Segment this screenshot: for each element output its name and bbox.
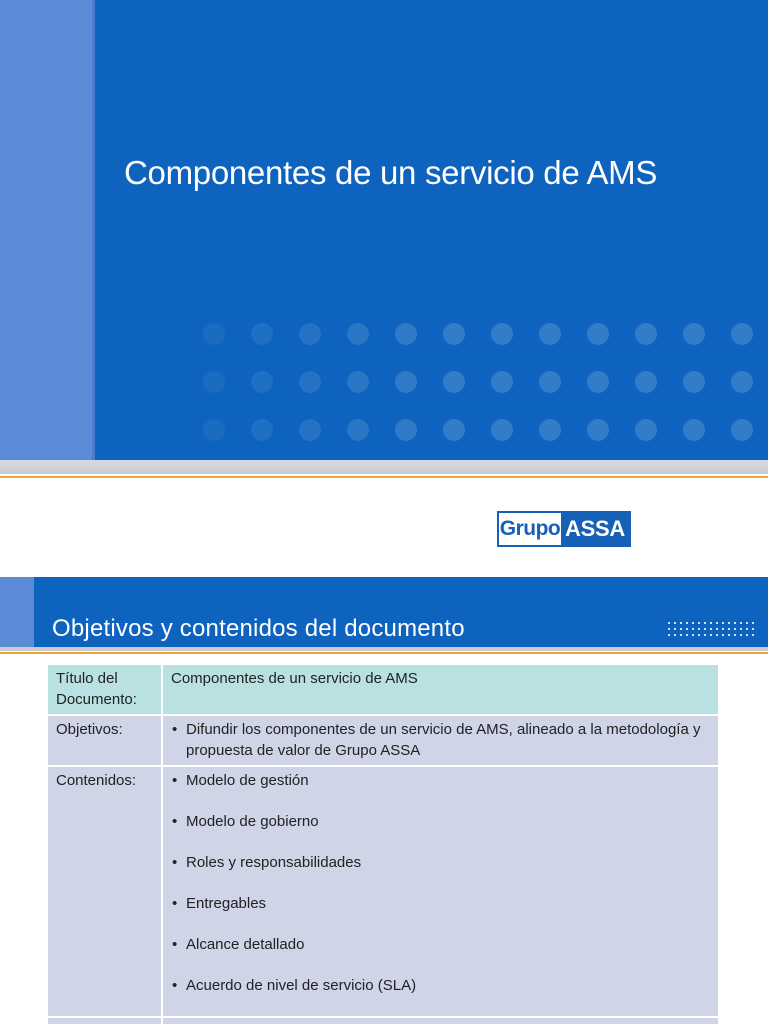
decorative-dot bbox=[710, 628, 712, 630]
decorative-dot bbox=[716, 622, 718, 624]
decorative-dot bbox=[698, 628, 700, 630]
list-item: • Modelo de gobierno bbox=[171, 811, 710, 832]
decorative-dot bbox=[704, 634, 706, 636]
title-value-cell: Componentes de un servicio de AMS bbox=[162, 664, 719, 715]
list-item: • Alcance detallado bbox=[171, 934, 710, 955]
document-info-table bbox=[46, 663, 720, 1024]
contents-label-cell: Contenidos: bbox=[47, 766, 162, 1017]
list-item: • Entregables bbox=[171, 893, 710, 914]
decorative-dot bbox=[731, 419, 753, 441]
slide-heading: Objetivos y contenidos del documento bbox=[52, 615, 465, 642]
decorative-dot bbox=[299, 419, 321, 441]
objectives-label-cell: Objetivos: bbox=[47, 715, 162, 766]
decorative-dot bbox=[728, 628, 730, 630]
decorative-dot bbox=[731, 371, 753, 393]
decorative-dot bbox=[752, 628, 754, 630]
list-item: • Difundir los componentes de un servicio de AMS, alineado a la metodología y propuesta de valor de Grupo ASSA bbox=[171, 719, 710, 761]
decorative-dot bbox=[674, 628, 676, 630]
decorative-dot bbox=[746, 634, 748, 636]
decorative-dot bbox=[491, 419, 513, 441]
contents-value-cell bbox=[162, 766, 719, 1017]
decorative-dot bbox=[443, 371, 465, 393]
contents-list bbox=[171, 770, 710, 996]
decorative-dot bbox=[203, 323, 225, 345]
decorative-dot bbox=[734, 628, 736, 630]
decorative-dot bbox=[395, 371, 417, 393]
decorative-dot bbox=[680, 622, 682, 624]
decorative-dot bbox=[347, 371, 369, 393]
decorative-dot bbox=[635, 323, 657, 345]
logo-text-grupo: Grupo bbox=[499, 517, 561, 540]
decorative-dot bbox=[203, 419, 225, 441]
decorative-dot bbox=[704, 628, 706, 630]
title-label-cell: Título del Documento: bbox=[47, 664, 162, 715]
list-item: • Modelo de gestión bbox=[171, 770, 710, 791]
decorative-dot bbox=[587, 419, 609, 441]
cutoff-label-cell bbox=[47, 1017, 162, 1024]
decorative-dot bbox=[347, 323, 369, 345]
table-row-title bbox=[47, 664, 719, 715]
decorative-dot bbox=[251, 323, 273, 345]
decorative-dot bbox=[746, 628, 748, 630]
decorative-dot bbox=[443, 323, 465, 345]
decorative-dot bbox=[635, 371, 657, 393]
decorative-dot bbox=[752, 622, 754, 624]
decorative-dot bbox=[710, 634, 712, 636]
objectives-list bbox=[171, 719, 710, 761]
decorative-dot bbox=[674, 634, 676, 636]
objectives-value-cell bbox=[162, 715, 719, 766]
decorative-dot bbox=[734, 622, 736, 624]
decorative-dot bbox=[683, 323, 705, 345]
decorative-dot-pattern bbox=[0, 0, 768, 460]
decorative-dot bbox=[740, 634, 742, 636]
logo-text-assa: ASSA bbox=[561, 513, 629, 545]
orange-divider-line bbox=[0, 476, 768, 478]
decorative-dot bbox=[728, 622, 730, 624]
decorative-dot bbox=[704, 622, 706, 624]
decorative-dot bbox=[539, 419, 561, 441]
table-row-contents bbox=[47, 766, 719, 1017]
decorative-dot bbox=[686, 622, 688, 624]
decorative-dot bbox=[587, 371, 609, 393]
decorative-dot bbox=[722, 622, 724, 624]
decorative-dot bbox=[740, 622, 742, 624]
decorative-dot bbox=[203, 371, 225, 393]
decorative-dot bbox=[491, 323, 513, 345]
decorative-dot bbox=[251, 419, 273, 441]
decorative-dot bbox=[491, 371, 513, 393]
decorative-dot bbox=[395, 419, 417, 441]
table-row-objectives bbox=[47, 715, 719, 766]
decorative-dot bbox=[347, 419, 369, 441]
header-grey-band bbox=[0, 647, 768, 651]
list-item: • Acuerdo de nivel de servicio (SLA) bbox=[171, 975, 710, 996]
header-accent-bar bbox=[0, 577, 34, 647]
decorative-dot bbox=[680, 634, 682, 636]
grey-divider-band bbox=[0, 460, 768, 474]
decorative-dot bbox=[683, 419, 705, 441]
decorative-dot bbox=[683, 371, 705, 393]
decorative-dot bbox=[722, 634, 724, 636]
slide-title: Componentes de un servicio de AMS bbox=[124, 154, 658, 191]
decorative-dot bbox=[740, 628, 742, 630]
decorative-dot bbox=[728, 634, 730, 636]
decorative-dot bbox=[752, 634, 754, 636]
decorative-dot bbox=[299, 371, 321, 393]
header-dot-pattern bbox=[668, 622, 758, 642]
decorative-dot bbox=[692, 628, 694, 630]
decorative-dot bbox=[539, 323, 561, 345]
table-row-cutoff bbox=[47, 1017, 719, 1024]
decorative-dot bbox=[299, 323, 321, 345]
decorative-dot bbox=[668, 628, 670, 630]
cutoff-value-cell bbox=[162, 1017, 719, 1024]
decorative-dot bbox=[674, 622, 676, 624]
list-item: • Roles y responsabilidades bbox=[171, 852, 710, 873]
grupo-assa-logo bbox=[497, 511, 631, 547]
decorative-dot bbox=[680, 628, 682, 630]
decorative-dot bbox=[587, 323, 609, 345]
decorative-dot bbox=[698, 634, 700, 636]
decorative-dot bbox=[251, 371, 273, 393]
decorative-dot bbox=[731, 323, 753, 345]
decorative-dot bbox=[635, 419, 657, 441]
decorative-dot bbox=[710, 622, 712, 624]
decorative-dot bbox=[668, 634, 670, 636]
decorative-dot bbox=[692, 634, 694, 636]
decorative-dot bbox=[668, 622, 670, 624]
decorative-dot bbox=[539, 371, 561, 393]
objectives-slide bbox=[0, 577, 768, 1024]
decorative-dot bbox=[686, 628, 688, 630]
decorative-dot bbox=[395, 323, 417, 345]
decorative-dot bbox=[746, 622, 748, 624]
decorative-dot bbox=[722, 628, 724, 630]
decorative-dot bbox=[734, 634, 736, 636]
decorative-dot bbox=[692, 622, 694, 624]
decorative-dot bbox=[698, 622, 700, 624]
decorative-dot bbox=[716, 628, 718, 630]
decorative-dot bbox=[443, 419, 465, 441]
decorative-dot bbox=[686, 634, 688, 636]
header-orange-line bbox=[0, 652, 768, 654]
decorative-dot bbox=[716, 634, 718, 636]
